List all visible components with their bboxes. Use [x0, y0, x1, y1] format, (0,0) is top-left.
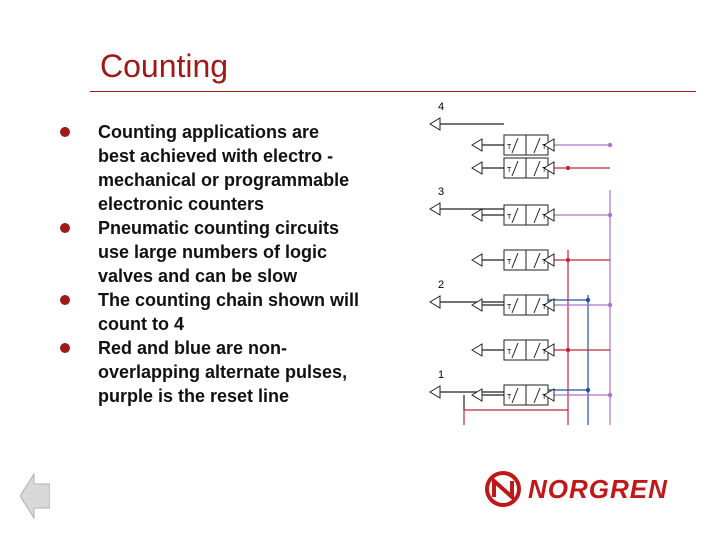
stage-label: 2 — [438, 279, 445, 291]
bullet-dot-icon — [60, 295, 70, 305]
bullet-dot-icon — [60, 343, 70, 353]
valve-port-label: T — [542, 167, 547, 174]
valve-port-label: T — [507, 167, 512, 174]
bullet-item — [60, 336, 360, 408]
valve-port-label: T — [542, 259, 547, 266]
back-arrow-icon[interactable] — [20, 470, 50, 527]
valve-port-label: T — [507, 214, 512, 221]
valve-port-label: T — [507, 144, 512, 151]
input-triangle-icon — [472, 344, 482, 356]
slide-title: Counting — [100, 48, 229, 84]
input-triangle-icon — [472, 254, 482, 266]
output-triangle-icon — [430, 296, 440, 308]
counting-chain-diagram — [420, 100, 632, 435]
stage-label: 1 — [438, 369, 445, 381]
input-triangle-icon — [472, 389, 482, 401]
bullet-text: Counting applications are best achieved with electro -mechanical or programmable electronic counters — [98, 122, 350, 214]
valve-port-label: T — [542, 349, 547, 356]
input-triangle-icon — [472, 209, 482, 221]
valve-port-label: T — [507, 259, 512, 266]
valve-port-label: T — [507, 394, 512, 401]
stage-label: 4 — [438, 101, 445, 113]
bullet-item — [60, 288, 360, 336]
title-underline — [90, 91, 696, 92]
junction-dot — [566, 348, 570, 352]
norgren-logo-icon — [484, 470, 522, 508]
bullet-text: Red and blue are non-overlapping alternate pulses, purple is the reset line — [98, 338, 348, 406]
bullet-text: Pneumatic counting circuits use large numbers of logic valves and can be slow — [98, 218, 340, 286]
bullet-text: The counting chain shown will count to 4 — [98, 290, 359, 334]
input-triangle-icon — [472, 299, 482, 311]
bullet-item — [60, 120, 360, 216]
bullet-dot-icon — [60, 127, 70, 137]
valve-port-label: T — [542, 394, 547, 401]
junction-dot — [586, 298, 590, 302]
junction-dot — [608, 303, 612, 307]
bullet-list — [60, 120, 360, 408]
junction-dot — [566, 166, 570, 170]
valve-port-label: T — [542, 144, 547, 151]
valve-port-label: T — [507, 304, 512, 311]
junction-dot — [586, 388, 590, 392]
junction-dot — [566, 258, 570, 262]
junction-dot — [608, 393, 612, 397]
bullet-dot-icon — [60, 223, 70, 233]
input-triangle-icon — [472, 139, 482, 151]
junction-dot — [608, 213, 612, 217]
valve-port-label: T — [542, 214, 547, 221]
junction-dot — [608, 143, 612, 147]
logo-text: NORGREN — [528, 473, 668, 504]
bullet-item — [60, 216, 360, 288]
valve-port-label: T — [542, 304, 547, 311]
output-triangle-icon — [430, 386, 440, 398]
input-triangle-icon — [472, 162, 482, 174]
stage-label: 3 — [438, 186, 445, 198]
valve-port-label: T — [507, 349, 512, 356]
counting-chain-svg — [420, 100, 632, 430]
output-triangle-icon — [430, 203, 440, 215]
output-triangle-icon — [430, 118, 440, 130]
norgren-logo — [484, 470, 668, 508]
